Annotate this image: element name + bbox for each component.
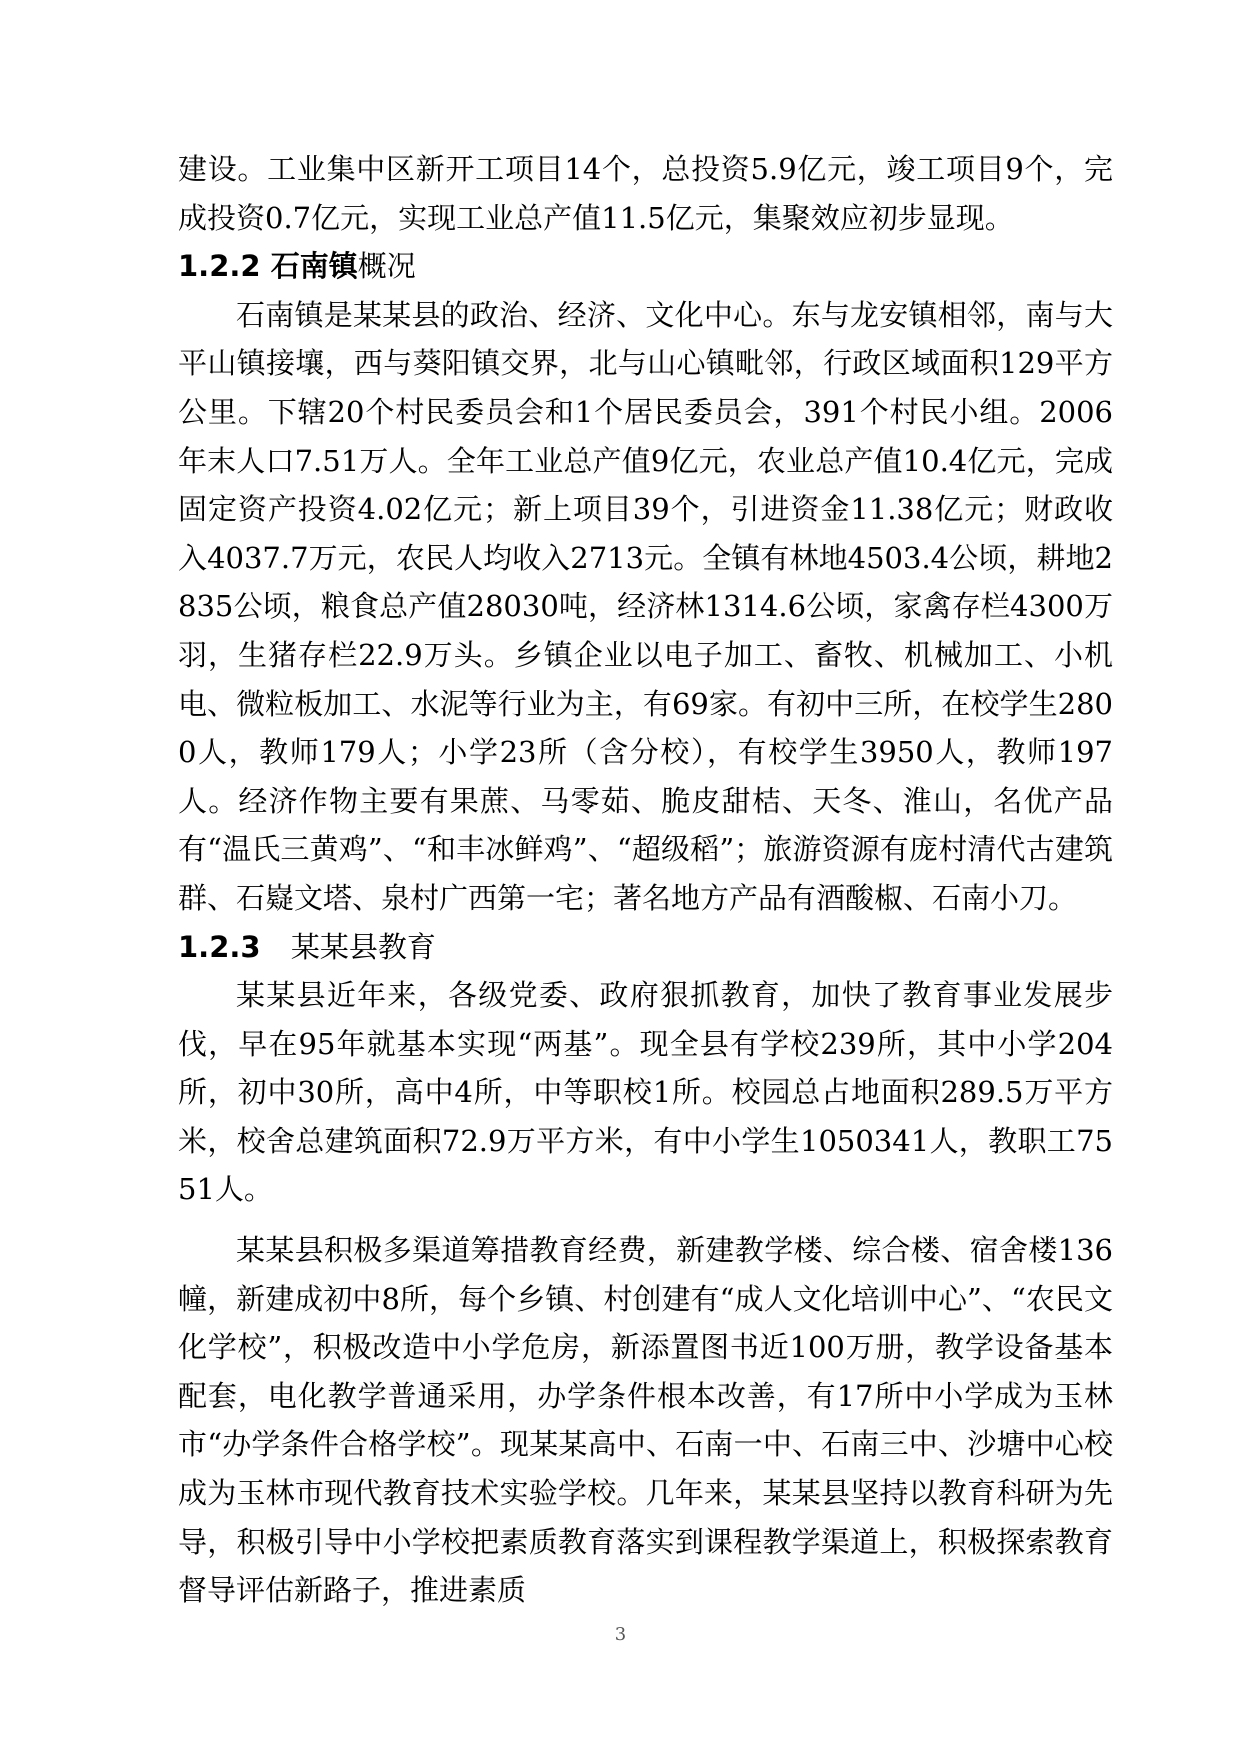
- paragraph-spacer: [178, 1214, 1113, 1226]
- section-title: 某某县教育: [290, 929, 436, 964]
- page-number: 3: [614, 1624, 627, 1645]
- paragraph-education-overview: 某某县近年来，各级党委、政府狠抓教育，加快了教育事业发展步伐，早在95年就基本实现“两基”。现全县有学校239所，其中小学204所，初中30所，高中4所，中等职校1所。校园总占地面积289.5万平方米，校舍总建筑面积72.9万平方米，有中小学生1050341人，教职工7551人。: [178, 978, 1113, 1207]
- section-heading-1-2-2: [178, 242, 1113, 291]
- paragraph-shinan-overview: 石南镇是某某县的政治、经济、文化中心。东与龙安镇相邻，南与大平山镇接壤，西与葵阳镇交界，北与山心镇毗邻，行政区域面积129平方公里。下辖20个村民委员会和1个居民委员会，391个村民小组。2006年末人口7.51万人。全年工业总产值9亿元，农业总产值10.4亿元，完成固定资产投资4.02亿元；新上项目39个，引进资金11.38亿元；财政收入4037.7万元，农民人均收入2713元。全镇有林地4503.4公顷，耕地2835公顷，粮食总产值28030吨，经济林1314.6公顷，家禽存栏4300万羽，生猪存栏22.9万头。乡镇企业以电子加工、畜牧、机械加工、小机电、微粒板加工、水泥等行业为主，有69家。有初中三所，在校学生2800人，教师179人；小学23所（含分校），有校学生3950人，教师197人。经济作物主要有果蔗、马零茹、脆皮甜桔、天冬、淮山，名优产品有“温氏三黄鸡”、“和丰冰鲜鸡”、“超级稻”；旅游资源有庞村清代古建筑群、石嶷文塔、泉村广西第一宅；著名地方产品有酒酸椒、石南小刀。: [178, 297, 1113, 915]
- paragraph-education-funding: 某某县积极多渠道筹措教育经费，新建教学楼、综合楼、宿舍楼136幢，新建成初中8所，每个乡镇、村创建有“成人文化培训中心”、“农民文化学校”，积极改造中小学危房，新添置图书近100万册，教学设备基本配套，电化教学普通采用，办学条件根本改善，有17所中小学成为玉林市“办学条件合格学校”。现某某高中、石南一中、石南三中、沙塘中心校成为玉林市现代教育技术实验学校。几年来，某某县坚持以教育科研为先导，积极引导中小学校把素质教育落实到课程教学渠道上，积极探索教育督导评估新路子，推进素质: [178, 1233, 1113, 1608]
- section-title-strong: 石南镇: [270, 249, 358, 284]
- paragraph-industry-continued: 建设。工业集中区新开工项目14个，总投资5.9亿元，竣工项目9个，完成投资0.7亿元，实现工业总产值11.5亿元，集聚效应初步显现。: [178, 152, 1113, 235]
- section-number: 1.2.3: [178, 929, 261, 964]
- section-title-rest: 概况: [357, 249, 416, 284]
- document-body: [178, 145, 1113, 1615]
- section-heading-1-2-3: [178, 923, 1113, 972]
- section-number: 1.2.2: [178, 249, 261, 284]
